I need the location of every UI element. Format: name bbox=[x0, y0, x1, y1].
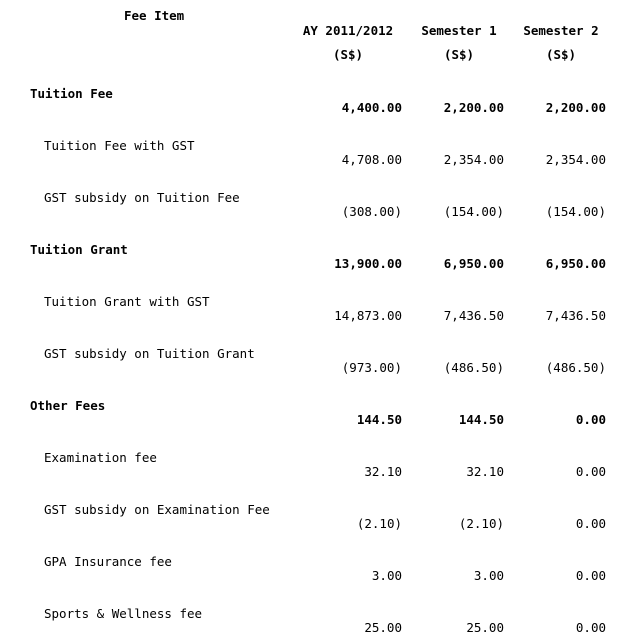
fee-row-gst-subsidy-examination-fee bbox=[0, 502, 638, 554]
header-sem2-label: Semester 2 bbox=[523, 23, 599, 38]
fee-row-gst-subsidy-tuition-grant bbox=[0, 346, 638, 398]
fee-row-sem1-value: (486.50) bbox=[443, 360, 504, 375]
fee-row-sem1-value: 3.00 bbox=[473, 568, 504, 583]
header-fee-item: Fee Item bbox=[124, 8, 185, 23]
fee-row-ay-value: (973.00) bbox=[341, 360, 402, 375]
fee-row-label: Tuition Grant bbox=[30, 242, 128, 257]
header-sem1-label: Semester 1 bbox=[421, 23, 497, 38]
fee-row-sem1-value: 2,354.00 bbox=[443, 152, 504, 167]
fee-row-ay-value: 3.00 bbox=[371, 568, 402, 583]
fee-row-ay-value: 14,873.00 bbox=[334, 308, 402, 323]
fee-row-sem2-value: 0.00 bbox=[575, 464, 606, 479]
fee-row-tuition-grant bbox=[0, 242, 638, 294]
fee-row-sem2-value: 0.00 bbox=[575, 412, 606, 427]
fee-row-label: Sports & Wellness fee bbox=[44, 606, 203, 621]
fee-row-label: Other Fees bbox=[30, 398, 106, 413]
header-sem2-unit: (S$) bbox=[545, 47, 577, 62]
fee-row-sem2-value: (486.50) bbox=[545, 360, 606, 375]
fee-row-sem1-value: 144.50 bbox=[458, 412, 504, 427]
fee-row-ay-value: 4,400.00 bbox=[341, 100, 402, 115]
fee-row-label: GPA Insurance fee bbox=[44, 554, 172, 569]
header-ay-unit: (S$) bbox=[332, 47, 364, 62]
fee-row-label: GST subsidy on Examination Fee bbox=[44, 502, 270, 517]
fee-row-other-fees bbox=[0, 398, 638, 450]
fee-row-sem2-value: 2,354.00 bbox=[545, 152, 606, 167]
fee-row-tuition-fee-with-gst bbox=[0, 138, 638, 190]
fee-row-label: Tuition Fee bbox=[30, 86, 113, 101]
fee-row-sem1-value: 32.10 bbox=[466, 464, 504, 479]
fee-row-sem1-value: 25.00 bbox=[466, 620, 504, 635]
fee-row-sem2-value: 6,950.00 bbox=[545, 256, 606, 271]
fee-row-sports-wellness-fee bbox=[0, 606, 638, 641]
fee-row-sem2-value: 0.00 bbox=[575, 568, 606, 583]
fee-row-label: Examination fee bbox=[44, 450, 157, 465]
header-sem1-unit: (S$) bbox=[443, 47, 475, 62]
fee-row-ay-value: 25.00 bbox=[364, 620, 402, 635]
fee-row-ay-value: 13,900.00 bbox=[334, 256, 402, 271]
fee-row-label: Tuition Grant with GST bbox=[44, 294, 210, 309]
fee-row-tuition-grant-with-gst bbox=[0, 294, 638, 346]
fee-row-tuition-fee bbox=[0, 86, 638, 138]
fee-row-sem1-value: (2.10) bbox=[458, 516, 504, 531]
fee-row-sem1-value: (154.00) bbox=[443, 204, 504, 219]
fee-row-label: GST subsidy on Tuition Grant bbox=[44, 346, 255, 361]
fee-row-ay-value: 32.10 bbox=[364, 464, 402, 479]
fee-row-ay-value: (308.00) bbox=[341, 204, 402, 219]
header-ay-label: AY 2011/2012 bbox=[302, 23, 394, 38]
fee-row-sem1-value: 7,436.50 bbox=[443, 308, 504, 323]
fee-row-sem1-value: 6,950.00 bbox=[443, 256, 504, 271]
fee-row-ay-value: 4,708.00 bbox=[341, 152, 402, 167]
fee-row-label: Tuition Fee with GST bbox=[44, 138, 195, 153]
fee-row-ay-value: 144.50 bbox=[356, 412, 402, 427]
fee-row-gpa-insurance-fee bbox=[0, 554, 638, 606]
fee-row-sem2-value: 0.00 bbox=[575, 620, 606, 635]
fee-row-sem2-value: (154.00) bbox=[545, 204, 606, 219]
fee-row-ay-value: (2.10) bbox=[356, 516, 402, 531]
fee-row-examination-fee bbox=[0, 450, 638, 502]
fee-row-sem2-value: 2,200.00 bbox=[545, 100, 606, 115]
fee-row-gst-subsidy-tuition-fee bbox=[0, 190, 638, 242]
fee-row-sem2-value: 0.00 bbox=[575, 516, 606, 531]
fee-row-sem2-value: 7,436.50 bbox=[545, 308, 606, 323]
fee-row-label: GST subsidy on Tuition Fee bbox=[44, 190, 240, 205]
fee-row-sem1-value: 2,200.00 bbox=[443, 100, 504, 115]
